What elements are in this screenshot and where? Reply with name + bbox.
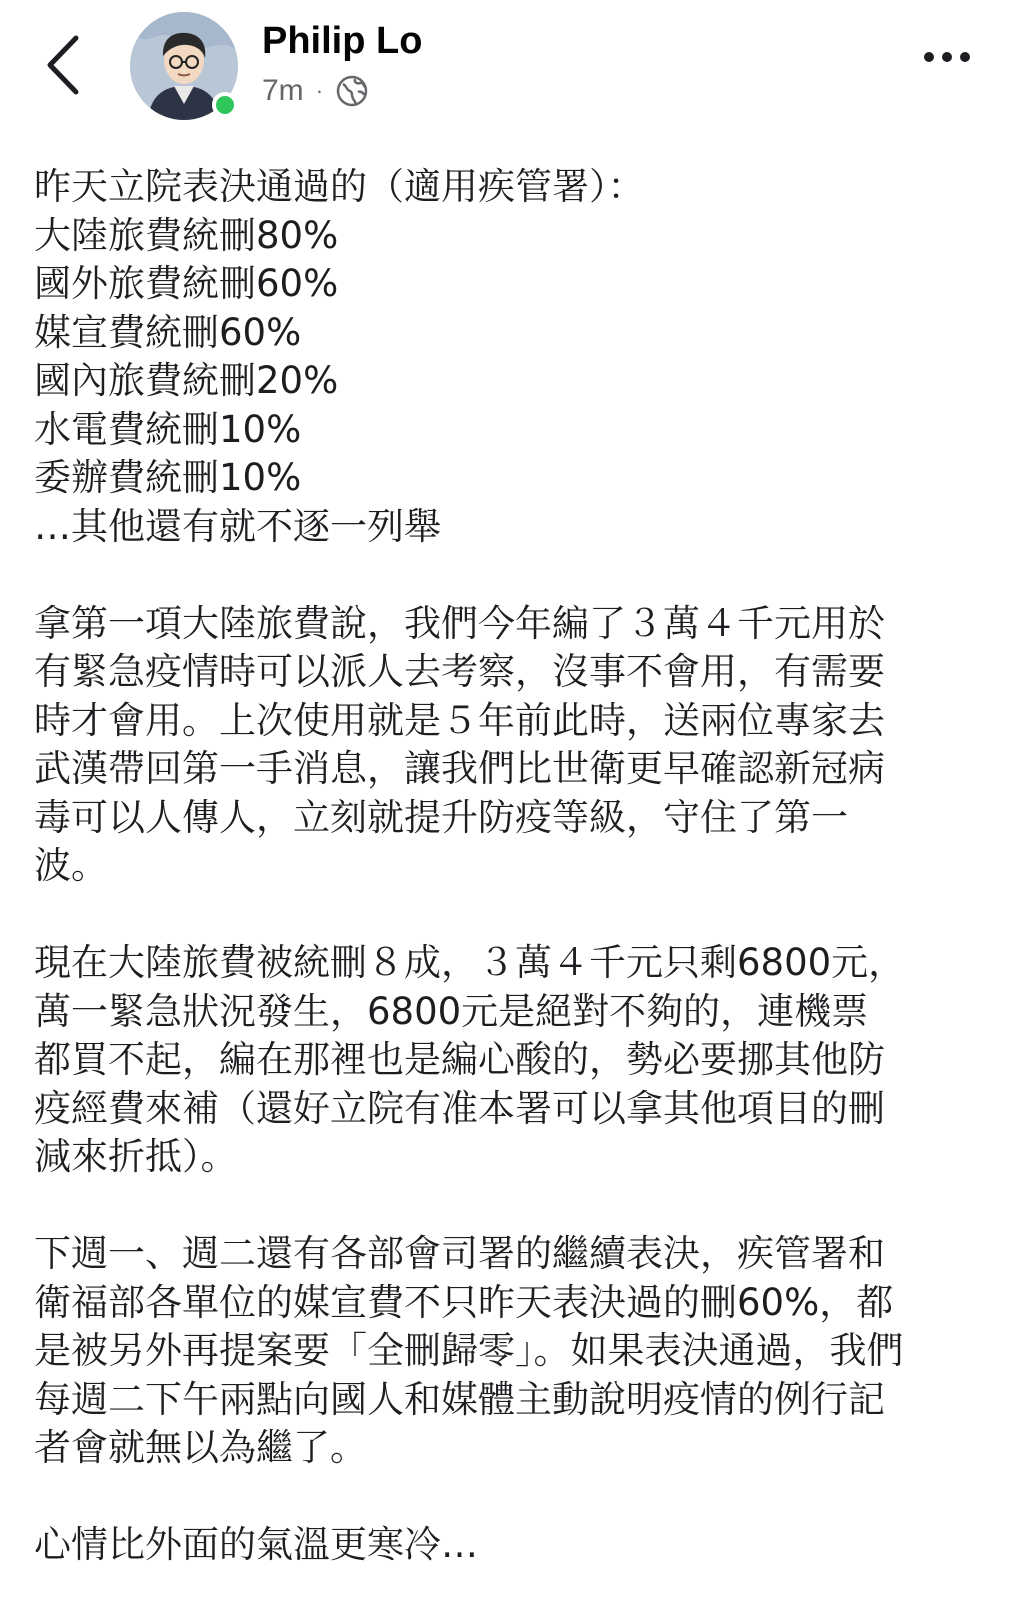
post-paragraph — [34, 939, 974, 1182]
post-text-line: 心情比外面的氣溫更寒冷… — [34, 1523, 478, 1566]
post-meta — [262, 74, 369, 108]
post-text-line: 時才會用。上次使用就是５年前此時，送兩位專家去 — [34, 698, 885, 742]
post-header — [0, 0, 1024, 140]
post-text-line: 現在大陸旅費被統刪８成，３萬４千元只剩6800元， — [34, 941, 906, 984]
paragraph-gap — [34, 1473, 974, 1522]
post-text-line: 者會就無以為繼了。 — [34, 1426, 367, 1469]
more-horizontal-icon-dot — [924, 52, 934, 62]
meta-separator: · — [315, 78, 324, 103]
post-text-line: 有緊急疫情時可以派人去考察，沒事不會用，有需要 — [34, 650, 885, 693]
post-text-line: 委辦費統刪10% — [34, 456, 302, 499]
post-paragraph — [34, 163, 974, 551]
more-horizontal-icon-dot — [960, 52, 970, 62]
post-text-line: 下週一、週二還有各部會司署的繼續表決，疾管署和 — [34, 1232, 885, 1275]
post-text-line: 武漢帶回第一手消息，讓我們比世衛更早確認新冠病 — [34, 747, 885, 790]
globe-icon[interactable] — [335, 74, 369, 108]
chevron-left-icon — [40, 30, 90, 100]
post-text-line: …其他還有就不逐一列舉 — [34, 504, 441, 548]
back-button[interactable] — [40, 30, 90, 100]
author-avatar-wrapper[interactable] — [130, 12, 238, 120]
post-text-line: 昨天立院表決通過的（適用疾管署）： — [34, 165, 645, 208]
post-text-line: 國內旅費統刪20% — [34, 359, 339, 402]
post-text-line: 是被另外再提案要「全刪歸零」。如果表決通過，我們 — [34, 1329, 904, 1372]
post-text-line: 國外旅費統刪60% — [34, 262, 339, 305]
paragraph-gap — [34, 1182, 974, 1231]
post-text-line: 拿第一項大陸旅費說，我們今年編了３萬４千元用於 — [34, 601, 885, 645]
paragraph-gap — [34, 891, 974, 940]
post-paragraph — [34, 1521, 974, 1570]
post-text-line: 毒可以人傳人，立刻就提升防疫等級，守住了第一 — [34, 795, 848, 839]
post-time[interactable]: 7m — [262, 74, 304, 107]
post-text-line: 都買不起，編在那裡也是編心酸的，勢必要挪其他防 — [34, 1038, 885, 1081]
paragraph-gap — [34, 551, 974, 600]
post-text-line: 每週二下午兩點向國人和媒體主動說明疫情的例行記 — [34, 1377, 885, 1421]
online-status-indicator — [212, 92, 238, 118]
post-text-line: 波。 — [34, 844, 108, 887]
post-text-line: 大陸旅費統刪80% — [34, 213, 339, 257]
author-name[interactable]: Philip Lo — [262, 20, 423, 62]
post-paragraph — [34, 600, 974, 891]
post-text-line: 媒宣費統刪60% — [34, 310, 302, 354]
post-text-line: 疫經費來補（還好立院有准本署可以拿其他項目的刪 — [34, 1086, 885, 1130]
post-paragraph — [34, 1230, 974, 1473]
post-body — [34, 163, 974, 1570]
post-text-line: 衛福部各單位的媒宣費不只昨天表決過的刪60%，都 — [34, 1280, 894, 1324]
post-text-line: 水電費統刪10% — [34, 407, 302, 451]
more-options-button[interactable] — [924, 52, 970, 62]
post-text-line: 萬一緊急狀況發生，6800元是絕對不夠的，連機票 — [34, 989, 869, 1033]
more-horizontal-icon-dot — [942, 52, 952, 62]
post-text-line: 減來折抵）。 — [34, 1135, 238, 1178]
